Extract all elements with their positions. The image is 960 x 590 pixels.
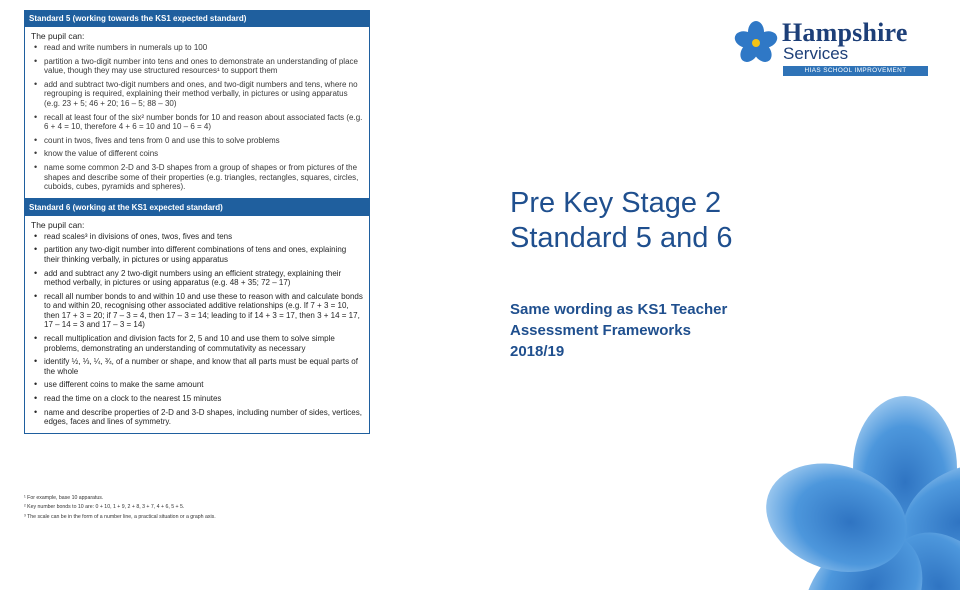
footnote: ³ The scale can be in the form of a number line, a practical situation or a graph axis. bbox=[24, 513, 216, 520]
standard-5-list bbox=[31, 43, 363, 192]
subtitle-line-1: Same wording as KS1 Teacher bbox=[510, 301, 728, 318]
list-item: • add and subtract two-digit numbers and ones, and two-digit numbers and tens, where no regrouping is required, explaining their method verbally, in pictures or using apparatus (e.g. 23 + 5; 46 + 20; 16 – 5; 88 – 30) bbox=[31, 80, 363, 109]
list-item: • partition any two-digit number into different combinations of tens and ones, explaining their thinking verbally, in pictures or using apparatus bbox=[31, 245, 363, 264]
list-item: • use different coins to make the same amount bbox=[31, 380, 363, 390]
list-item: • add and subtract any 2 two-digit numbers using an efficient strategy, explaining their method verbally, in pictures or using apparatus (e.g. 48 + 35; 72 – 17) bbox=[31, 269, 363, 288]
list-item: • partition a two-digit number into tens and ones to demonstrate an understanding of place value, though they may use structured resources¹ to support them bbox=[31, 57, 363, 76]
footnote: ² Key number bonds to 10 are: 0 + 10, 1 + 9, 2 + 8, 3 + 7, 4 + 6, 5 + 5. bbox=[24, 504, 185, 511]
framework-document bbox=[24, 10, 370, 492]
standard-6-list bbox=[31, 232, 363, 427]
subtitle-line-3: 2018/19 bbox=[510, 343, 565, 360]
list-item: • name some common 2-D and 3-D shapes from a group of shapes or from pictures of the shapes and describe some of their properties (e.g. triangles, rectangles, squares, circles, cuboids, cubes, pyramids and spheres). bbox=[31, 163, 363, 192]
list-item: • identify ½, ⅓, ¼, ¾, of a number or shape, and know that all parts must be equal parts of the whole bbox=[31, 357, 363, 376]
title-line-1: Pre Key Stage 2 bbox=[510, 187, 722, 219]
footnotes bbox=[24, 494, 370, 522]
hampshire-flower-icon bbox=[732, 20, 780, 66]
list-item: • recall all number bonds to and within 10 and use these to reason with and calculate bonds to and within 20, recognising other associated additive relationships (e.g. If 7 + 3 = 10, then 17 + 3 = 20; if 7 – 3 = 4, then 17 – 3 = 14; leading to if 14 + 3 = 17, then 3 + 14 = 17, 17 – 14 = 3 and 17 – 3 = 14) bbox=[31, 292, 363, 330]
logo-wordmark: Hampshire bbox=[782, 18, 908, 47]
footnote: ¹ For example, base 10 apparatus. bbox=[24, 495, 104, 501]
logo-tagline-bar: HIAS SCHOOL IMPROVEMENT bbox=[783, 66, 928, 76]
standard-5-section bbox=[24, 10, 370, 199]
hampshire-logo bbox=[732, 20, 932, 80]
slide-subtitle bbox=[510, 299, 840, 362]
standard-6-box bbox=[24, 216, 370, 434]
list-item: • recall multiplication and division facts for 2, 5 and 10 and use them to solve simple problems, demonstrating an understanding of commutativity as necessary bbox=[31, 334, 363, 353]
slide-title bbox=[510, 186, 840, 256]
list-item: • name and describe properties of 2-D and 3-D shapes, including number of sides, vertices, edges, faces and lines of symmetry. bbox=[31, 408, 363, 427]
standard-6-section bbox=[24, 199, 370, 434]
standard-5-header: Standard 5 (working towards the KS1 expected standard) bbox=[24, 10, 370, 27]
logo-services: Services bbox=[783, 44, 849, 63]
list-item: • know the value of different coins bbox=[31, 149, 363, 159]
decorative-flower-icon bbox=[740, 390, 960, 590]
list-item: • read and write numbers in numerals up to 100 bbox=[31, 43, 363, 53]
standard-5-intro: The pupil can: bbox=[31, 31, 85, 41]
standard-6-intro: The pupil can: bbox=[31, 219, 85, 230]
standard-5-box bbox=[24, 27, 370, 199]
list-item: • recall at least four of the six² number bonds for 10 and reason about associated facts (e.g. 6 + 4 = 10, therefore 4 + 6 = 10 and 10 – 6 = 4) bbox=[31, 113, 363, 132]
list-item: • read scales³ in divisions of ones, twos, fives and tens bbox=[31, 232, 363, 242]
list-item: • read the time on a clock to the nearest 15 minutes bbox=[31, 394, 363, 404]
standard-6-header: Standard 6 (working at the KS1 expected standard) bbox=[24, 199, 370, 216]
list-item: • count in twos, fives and tens from 0 and use this to solve problems bbox=[31, 136, 363, 146]
title-line-2: Standard 5 and 6 bbox=[510, 222, 733, 254]
subtitle-line-2: Assessment Frameworks bbox=[510, 322, 691, 339]
